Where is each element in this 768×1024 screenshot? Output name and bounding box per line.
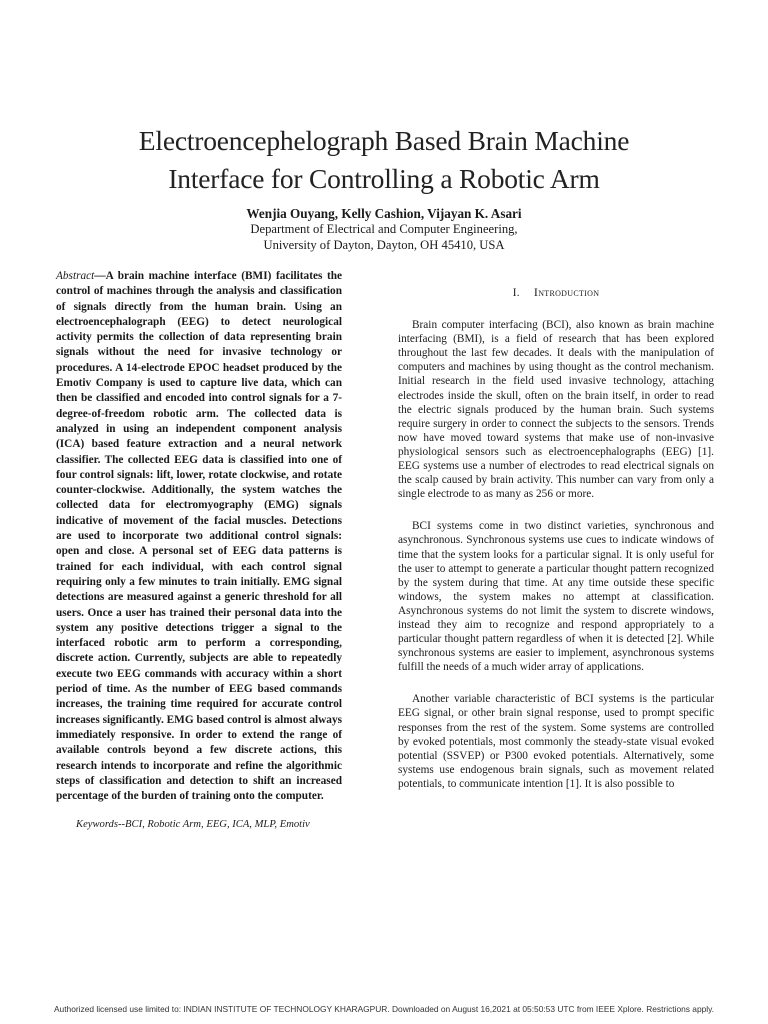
affiliation-line-1: Department of Electrical and Computer Engineering, — [250, 222, 518, 236]
introduction-column — [398, 285, 714, 809]
authors: Wenjia Ouyang, Kelly Cashion, Vijayan K. Asari — [246, 206, 522, 221]
abstract-label: Abstract — [56, 270, 95, 282]
affiliation-line-2: University of Dayton, Dayton, OH 45410, USA — [263, 238, 505, 252]
paragraph-2: BCI systems come in two distinct varieties, synchronous and asynchronous. Synchronous systems use cues to indicate windows of time that the system looks for a particular signal. It is only useful for the user to attempt to generate a particular thought pattern recognized by the system during that time. At any time outside these specific windows, the system makes no attempt at classification. Asynchronous systems do not limit the system to discrete windows, instead they aim to recognize and respond appropriately to a particular thought pattern regardless of when it is detected [2]. While synchronous systems are easier to implement, asynchronous systems fulfill the needs of a much wider array of applications. — [398, 520, 714, 674]
keywords: Keywords--BCI, Robotic Arm, EEG, ICA, MLP, Emotiv — [76, 819, 310, 830]
section-heading — [398, 285, 714, 300]
license-footer: Authorized licensed use limited to: INDIAN INSTITUTE OF TECHNOLOGY KHARAGPUR. Downloaded on August 16,2021 at 05:50:53 UTC from IEEE Xplore. Restrictions apply. — [53, 1004, 715, 1014]
section-number: I. — [512, 287, 520, 299]
abstract — [56, 269, 342, 804]
abstract-text: —A brain machine interface (BMI) facilitates the control of machines through the analysis and classification of signals directly from the human brain. Using an electroencephalograph (EEG) to detect neurological activity permits the collection of data representing brain signals without the need for invasive technology or procedures. A 14-electrode EPOC headset produced by the Emotiv Company is used to capture live data, which can then be classified and encoded into control signals for a 7-degree-of-freedom robotic arm. The collected data is analyzed in using an independent component analysis (ICA) based feature extraction and a neural network classifier. The collected EEG data is classified into one of four control signals: lift, lower, rotate clockwise, and rotate counter-clockwise. Additionally, the system watches the collected data for electromyography (EMG) signals indicative of movement of the facial muscles. Detections are used to incorporate two additional control signals: open and close. A personal set of EEG data patterns is trained for each individual, with each control signal requiring only a few minutes to train initially. EMG signal detections are measured against a generic threshold for all users. Once a user has trained their personal data into the system any positive detections trigger a signal to the interfaced robotic arm to perform a corresponding, discrete action. Currently, subjects are able to repeatedly execute two EEG commands with accuracy within a short period of time. As the number of EEG based commands increases, the training time required for accurate control increases significantly. EMG based control is almost always immediately responsive. In order to extend the range of available controls beyond a few discrete actions, this research intends to incorporate and refine the algorithmic steps of classification and detection to shift an increased percentage of the burden of training onto the computer. — [56, 270, 342, 803]
paragraph-1: Brain computer interfacing (BCI), also known as brain machine interfacing (BMI), is a field of research that has been explored throughout the last few decades. It deals with the manipulation of computers and machines by using thought as the control mechanism. Initial research in the field used invasive technology, attaching electrodes inside the skull, often on the brain itself, in order to read the electric signals produced by the human brain. Such systems require surgery in order to connect the subjects to the sensors. Trends now have moved toward systems that make use of non-invasive physiological sensors such as electroencephalographs (EEG) [1]. EEG systems use a number of electrodes to read electrical signals on the scalp caused by brain activity. This number can vary from only a single electrode to as many as 256 or more. — [398, 319, 714, 501]
section-title: Introduction — [533, 285, 600, 299]
paragraph-3: Another variable characteristic of BCI systems is the particular EEG signal, or other brain signal response, used to prompt specific responses from the rest of the system. Some systems are controlled by evoked potentials, most commonly the steady-state visual evoked potential (SSVEP) or P300 evoked potentials. Alternatively, some systems use endogenous brain signals, such as movement related potentials, to communicate intention [1]. It is also possible to — [398, 693, 714, 790]
paper-title — [60, 122, 708, 198]
title-line-1: Electroencephelograph Based Brain Machine — [138, 125, 630, 156]
title-line-2: Interface for Controlling a Robotic Arm — [168, 163, 600, 194]
